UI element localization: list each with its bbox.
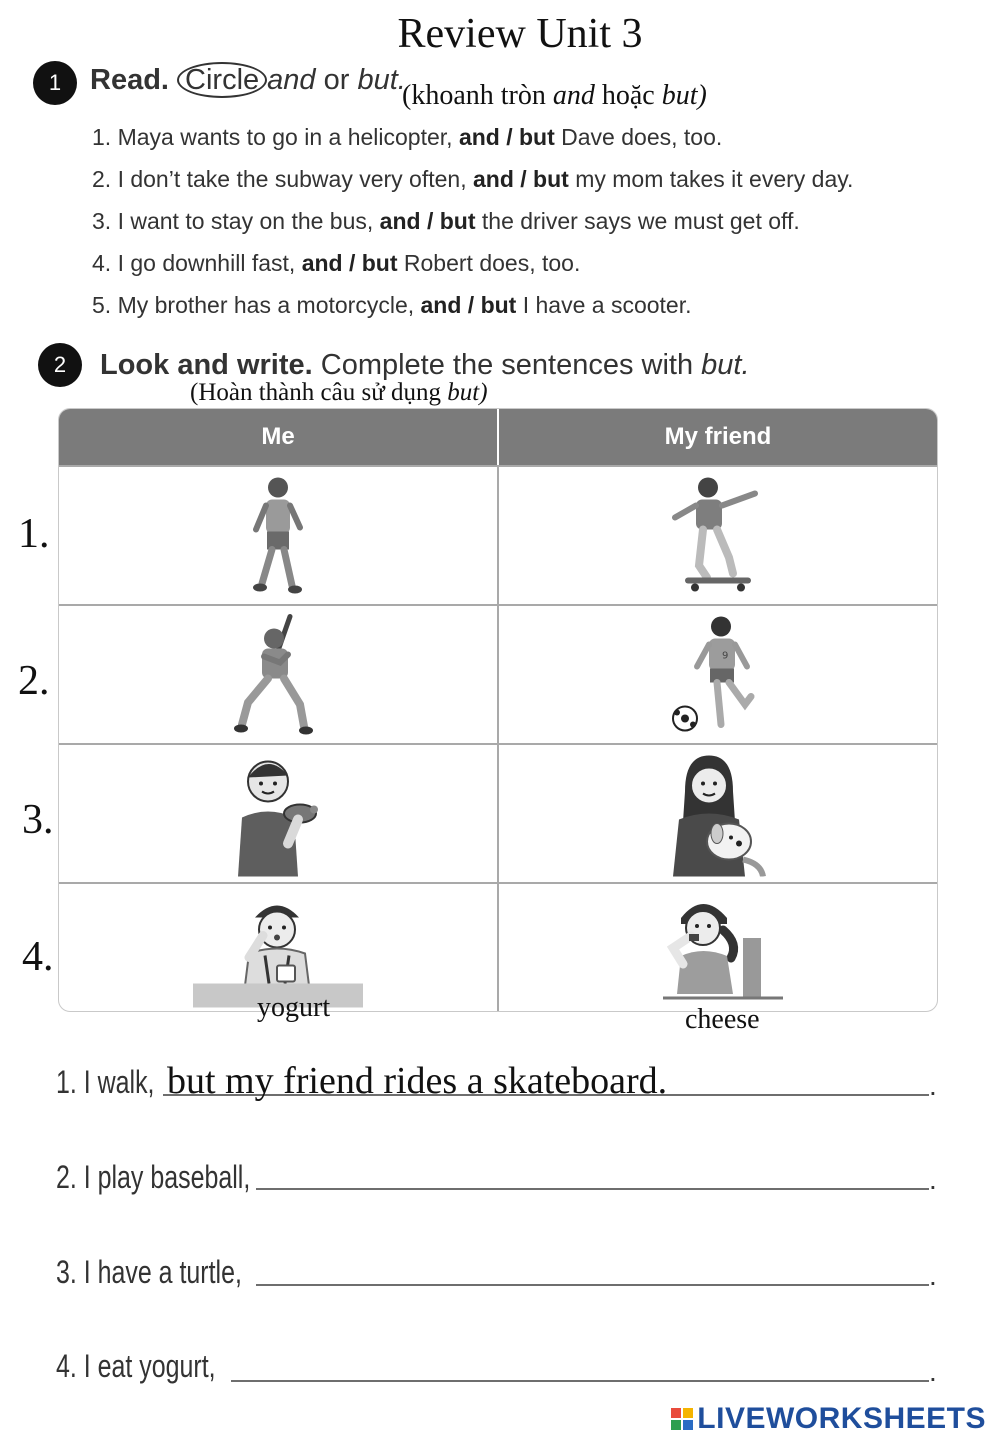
page-title: Review Unit 3: [397, 11, 643, 57]
girl-dog-icon: [663, 751, 773, 876]
sentence-text: 5. My brother has a motorcycle,: [92, 292, 421, 318]
table-row: [59, 882, 937, 1012]
answer-4-period: .: [929, 1356, 937, 1387]
answer-4-input[interactable]: [231, 1380, 929, 1382]
table-header: [59, 409, 937, 465]
answer-4-label: 4. I eat yogurt,: [56, 1348, 216, 1384]
sentence-text: Robert does, too.: [397, 250, 581, 276]
boy-walking-icon: [238, 473, 318, 598]
section-2-heading: [100, 349, 750, 382]
header-my-friend: My friend: [497, 409, 937, 465]
translation-text: (Hoàn thành câu sử dụng: [190, 379, 448, 406]
section-1-heading: [90, 64, 406, 97]
section-1-badge: 1: [33, 61, 77, 105]
boy-turtle-icon: [228, 751, 328, 876]
friend-cell: [497, 745, 937, 882]
me-cell: [59, 606, 497, 743]
svg-text:9: 9: [722, 650, 729, 661]
caption-yogurt: yogurt: [257, 992, 331, 1023]
sentence-text: I have a scooter.: [516, 292, 692, 318]
look-and-write-label: Look and write.: [100, 349, 313, 381]
row-number: 3.: [22, 797, 54, 843]
row-number: 2.: [18, 658, 50, 704]
translation-but: but): [447, 379, 488, 406]
header-me: Me: [261, 423, 295, 450]
choice-and-but[interactable]: and / but: [458, 124, 555, 150]
girl-skateboarding-icon: [663, 473, 773, 598]
answer-3-period: .: [929, 1260, 937, 1291]
sentence-text: 4. I go downhill fast,: [92, 250, 302, 276]
answer-2-label: 2. I play baseball,: [56, 1159, 251, 1195]
answer-1-period: .: [929, 1070, 937, 1101]
sentence-text: 3. I want to stay on the bus,: [92, 208, 380, 234]
exercise-1-sentence-5: [92, 292, 692, 319]
boy-baseball-icon: [228, 612, 328, 737]
translation-text: (khoanh tròn: [402, 80, 553, 111]
me-cell: [59, 745, 497, 882]
translation-but: but): [661, 80, 707, 111]
or-word: or: [315, 64, 358, 96]
friend-cell: [497, 606, 937, 743]
answer-2-period: .: [929, 1164, 937, 1195]
choice-and-but[interactable]: and / but: [301, 250, 398, 276]
table-row: [59, 743, 937, 882]
girl-soccer-icon: [663, 612, 773, 737]
circle-word: Circle: [177, 62, 267, 98]
comparison-table: [58, 408, 938, 1012]
translation-mid: hoặc: [594, 80, 662, 111]
table-row: [59, 604, 937, 743]
liveworksheets-logo-icon: [671, 1408, 693, 1430]
section-2-translation: [190, 379, 488, 407]
row-number: 1.: [18, 511, 50, 557]
me-cell: [59, 467, 497, 604]
answer-3-label: 3. I have a turtle,: [56, 1254, 242, 1290]
but-word: but.: [357, 64, 406, 96]
and-word: and: [267, 64, 316, 96]
caption-cheese: cheese: [685, 1004, 760, 1035]
section-2-badge: 2: [38, 343, 82, 387]
answer-2-input[interactable]: [256, 1188, 929, 1190]
exercise-1-sentence-1: [92, 124, 722, 151]
instruction-but: but.: [701, 349, 750, 381]
read-label: Read.: [90, 64, 169, 96]
sentence-text: 2. I don’t take the subway very often,: [92, 166, 473, 192]
answer-3-input[interactable]: [256, 1284, 929, 1286]
answer-1-text[interactable]: but my friend rides a skateboard.: [167, 1060, 668, 1102]
girl-eating-cheese-icon: [643, 894, 793, 1012]
exercise-1-sentence-3: [92, 208, 800, 235]
liveworksheets-text: LIVEWORKSHEETS: [697, 1402, 986, 1435]
sentence-text: my mom takes it every day.: [568, 166, 854, 192]
translation-and: and: [552, 80, 595, 111]
exercise-1-sentence-2: [92, 166, 853, 193]
friend-cell: [497, 467, 937, 604]
choice-and-but[interactable]: and / but: [473, 166, 569, 192]
choice-and-but[interactable]: and / but: [420, 292, 517, 318]
instruction-text: Complete the sentences with: [312, 349, 702, 381]
friend-cell: [497, 884, 937, 1012]
row-number: 4.: [22, 934, 54, 980]
answer-1-label: 1. I walk,: [56, 1064, 155, 1100]
table-row: [59, 465, 937, 604]
sentence-text: Dave does, too.: [554, 124, 723, 150]
liveworksheets-logo: [671, 1402, 986, 1436]
exercise-1-sentence-4: [92, 250, 580, 277]
choice-and-but[interactable]: and / but: [379, 208, 476, 234]
sentence-text: 1. Maya wants to go in a helicopter,: [92, 124, 459, 150]
section-1-translation: [402, 80, 707, 112]
sentence-text: the driver says we must get off.: [475, 208, 800, 234]
